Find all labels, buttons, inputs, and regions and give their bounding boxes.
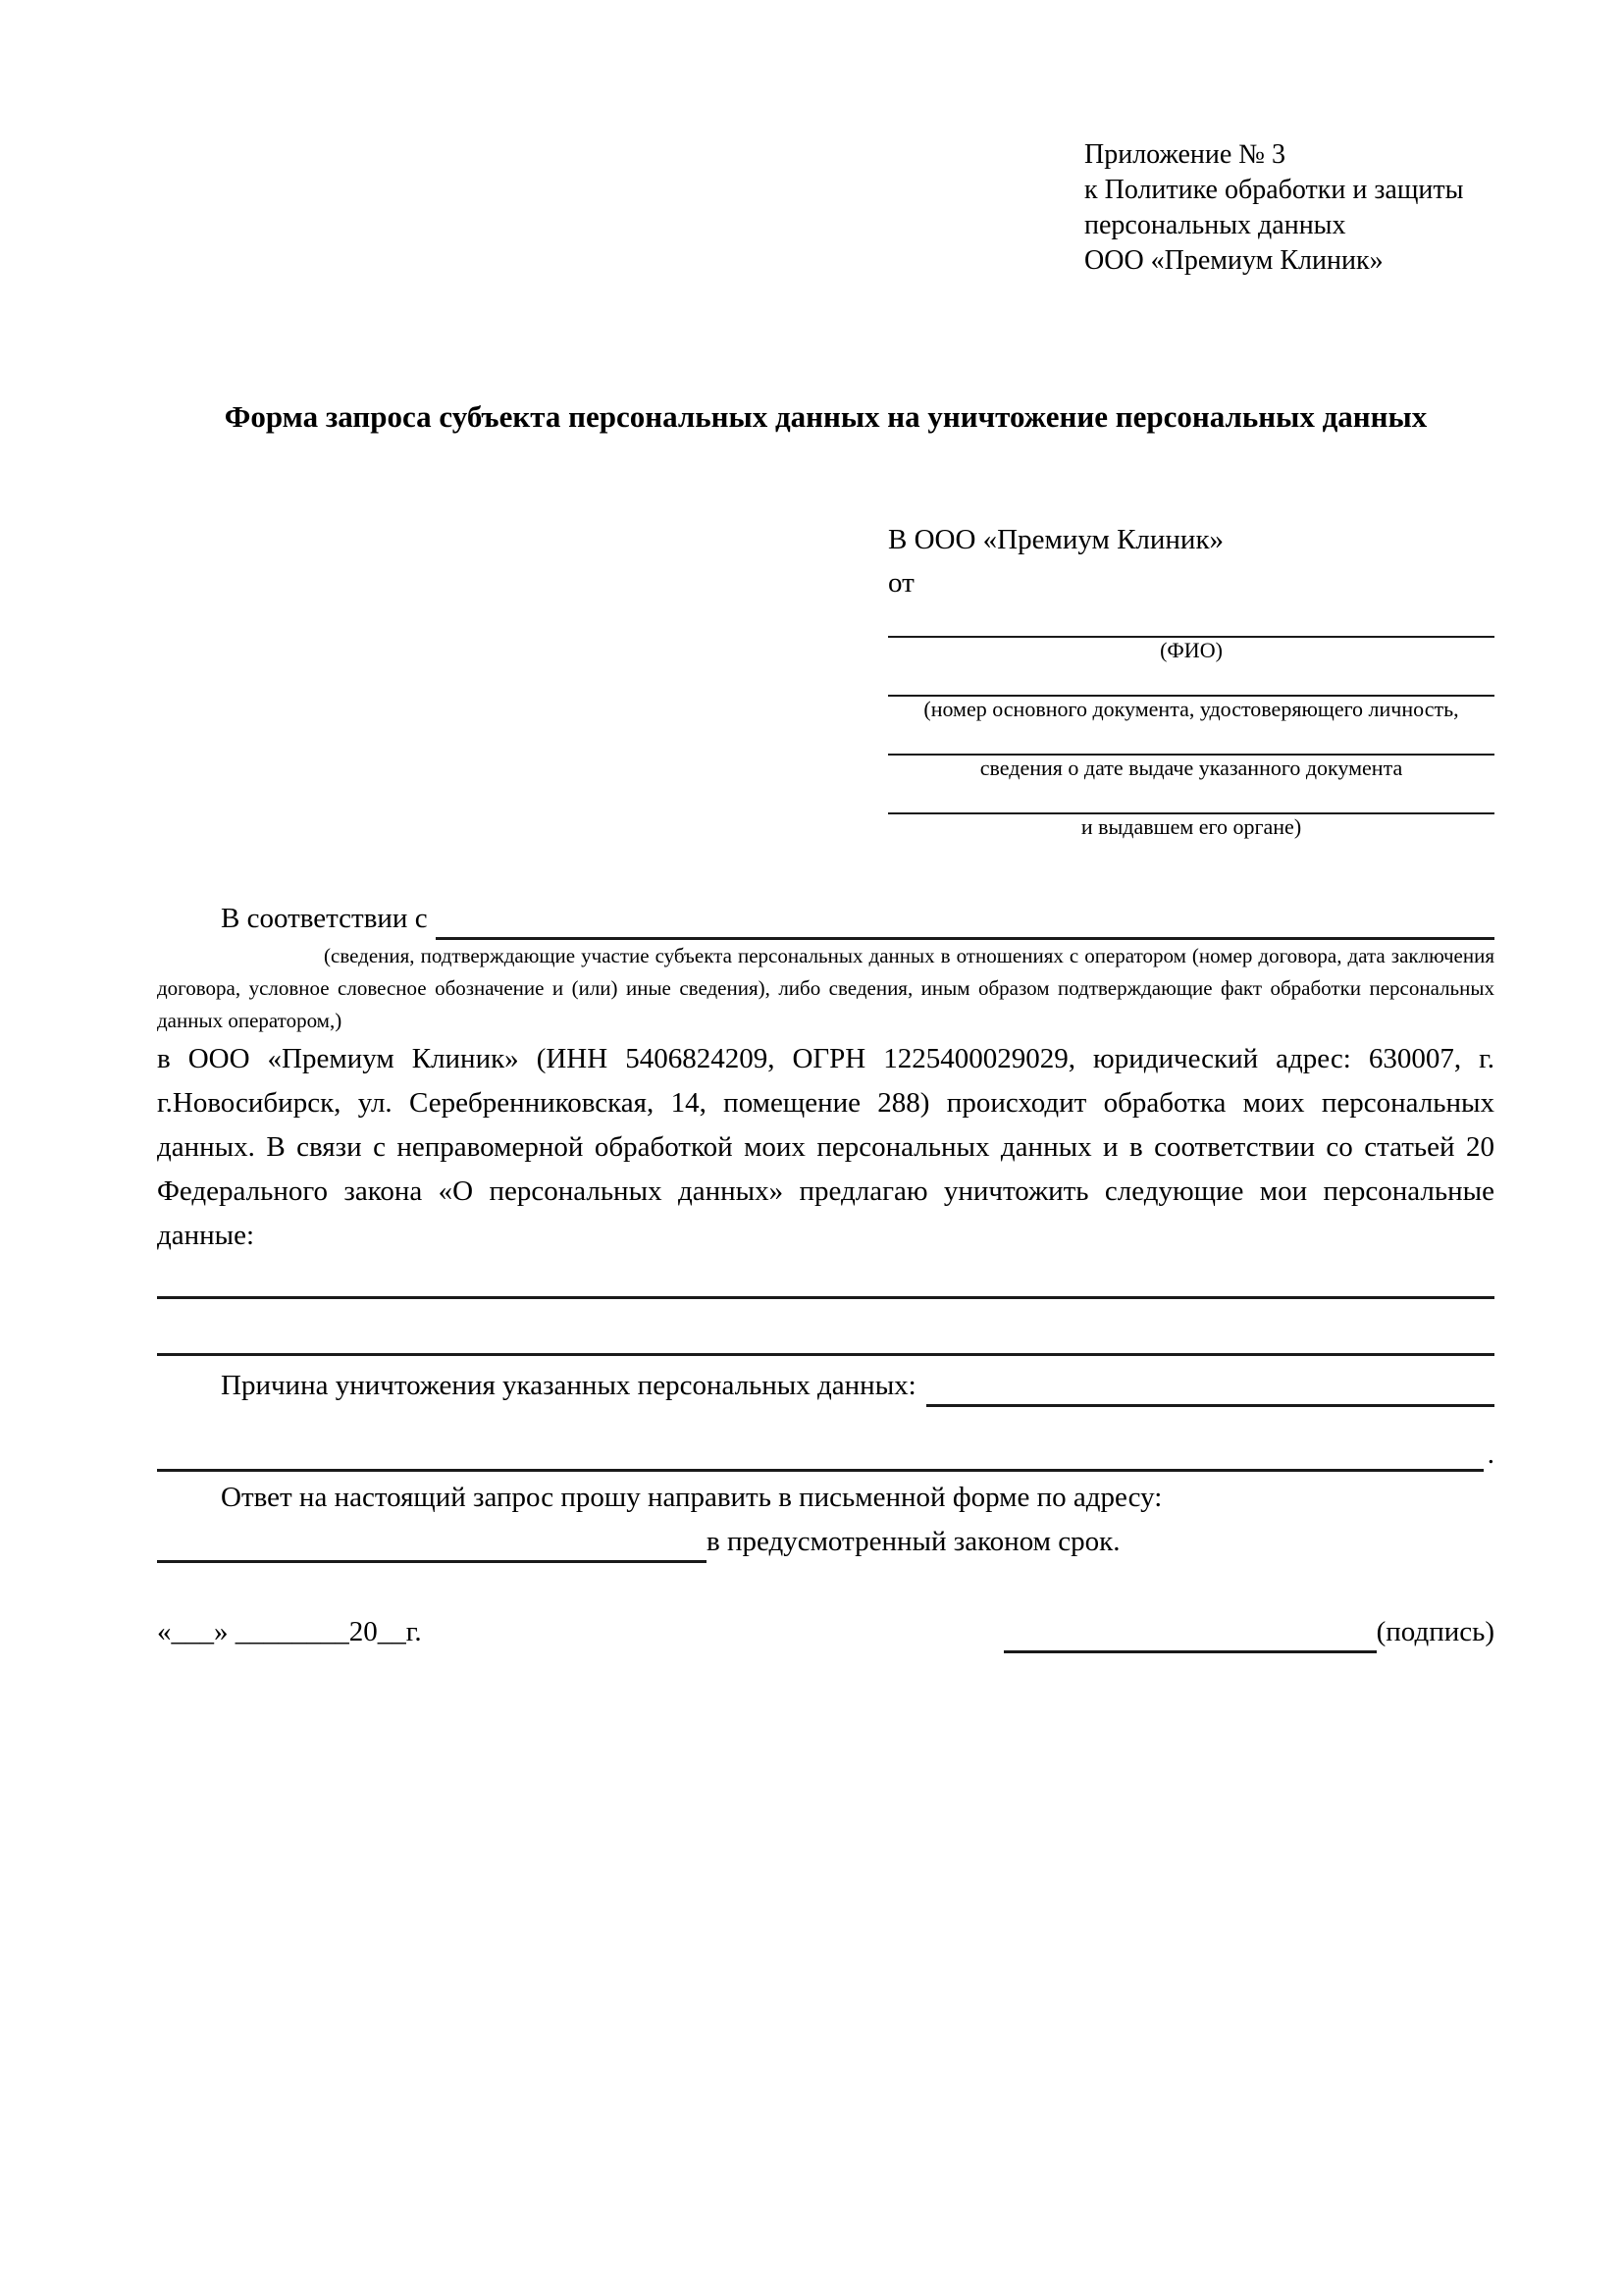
addressee-block <box>888 518 1494 840</box>
issuing-authority-field <box>888 793 1494 840</box>
issuing-authority-caption: и выдавшем его органе) <box>1080 814 1302 839</box>
personal-data-blank-line-2 <box>157 1334 1494 1356</box>
issue-date-caption: сведения о дате выдаче указанного документа <box>979 756 1403 780</box>
address-blank-line <box>157 1528 707 1563</box>
fio-field <box>888 616 1494 663</box>
signature-caption: (подпись) <box>1376 1616 1494 1647</box>
personal-data-blank-line-1 <box>157 1278 1494 1299</box>
appendix-header-line: Приложение № 3 <box>1084 139 1285 170</box>
accordance-label: В соответствии с <box>221 903 428 934</box>
reason-continuation-row <box>157 1436 1494 1472</box>
main-paragraph: в ООО «Премиум Клиник» (ИНН 5406824209, ОГРН 1225400029029, юридический адрес: 630007, г. г.Новосибирск, ул. Серебренниковская, 14, помещение 288) происходит обработка моих персональных данных. В связи с неправомерной обработкой моих персональных данных и в соответствии со статьей 20 Федерального закона «О персональных данных» предлагаю уничтожить следующие мои персональные данные: <box>157 1043 1494 1251</box>
accordance-blank-line <box>436 905 1494 940</box>
appendix-header-line: к Политике обработки и защиты <box>1084 175 1464 205</box>
signature-blank-line <box>1004 1618 1377 1653</box>
appendix-header-line: персональных данных <box>1084 210 1346 240</box>
fio-blank-line <box>888 616 1494 638</box>
issue-date-field <box>888 734 1494 781</box>
reason-row <box>157 1364 1494 1407</box>
document-number-blank-line <box>888 675 1494 697</box>
date-signature-row <box>157 1610 1494 1653</box>
date-line: «___» ________20__г. <box>157 1616 422 1647</box>
response-suffix: в предусмотренный законом срок. <box>707 1526 1121 1557</box>
appendix-header <box>1084 137 1494 279</box>
appendix-header-line: ООО «Премиум Клиник» <box>1084 245 1384 276</box>
issuing-authority-blank-line <box>888 793 1494 814</box>
accordance-row <box>157 897 1494 940</box>
document-title: Форма запроса субъекта персональных данных на уничтожение персональных данных <box>224 399 1428 434</box>
address-row <box>157 1520 1494 1563</box>
reason-label: Причина уничтожения указанных персональных данных: <box>221 1370 916 1401</box>
issue-date-blank-line <box>888 734 1494 756</box>
signature-group <box>1004 1610 1494 1653</box>
fine-print-note: (сведения, подтверждающие участие субъекта персональных данных в отношениях с оператором (номер договора, дата заключения договора, условное словесное обозначение и (или) иные сведения), либо сведения, иным образом подтверждающие факт обработки персональных данных оператором,) <box>157 944 1494 1032</box>
addressee-from: от <box>888 567 915 599</box>
fio-caption: (ФИО) <box>1160 638 1223 662</box>
response-paragraph: Ответ на настоящий запрос прошу направить в письменной форме по адресу: <box>221 1482 1163 1513</box>
document-number-caption: (номер основного документа, удостоверяющего личность, <box>923 697 1459 721</box>
addressee-to: В ООО «Премиум Клиник» <box>888 524 1225 555</box>
reason-blank-line <box>926 1372 1494 1407</box>
document-number-field <box>888 675 1494 722</box>
line-terminator: . <box>1487 1438 1494 1470</box>
reason-continuation-blank-line <box>157 1436 1484 1472</box>
